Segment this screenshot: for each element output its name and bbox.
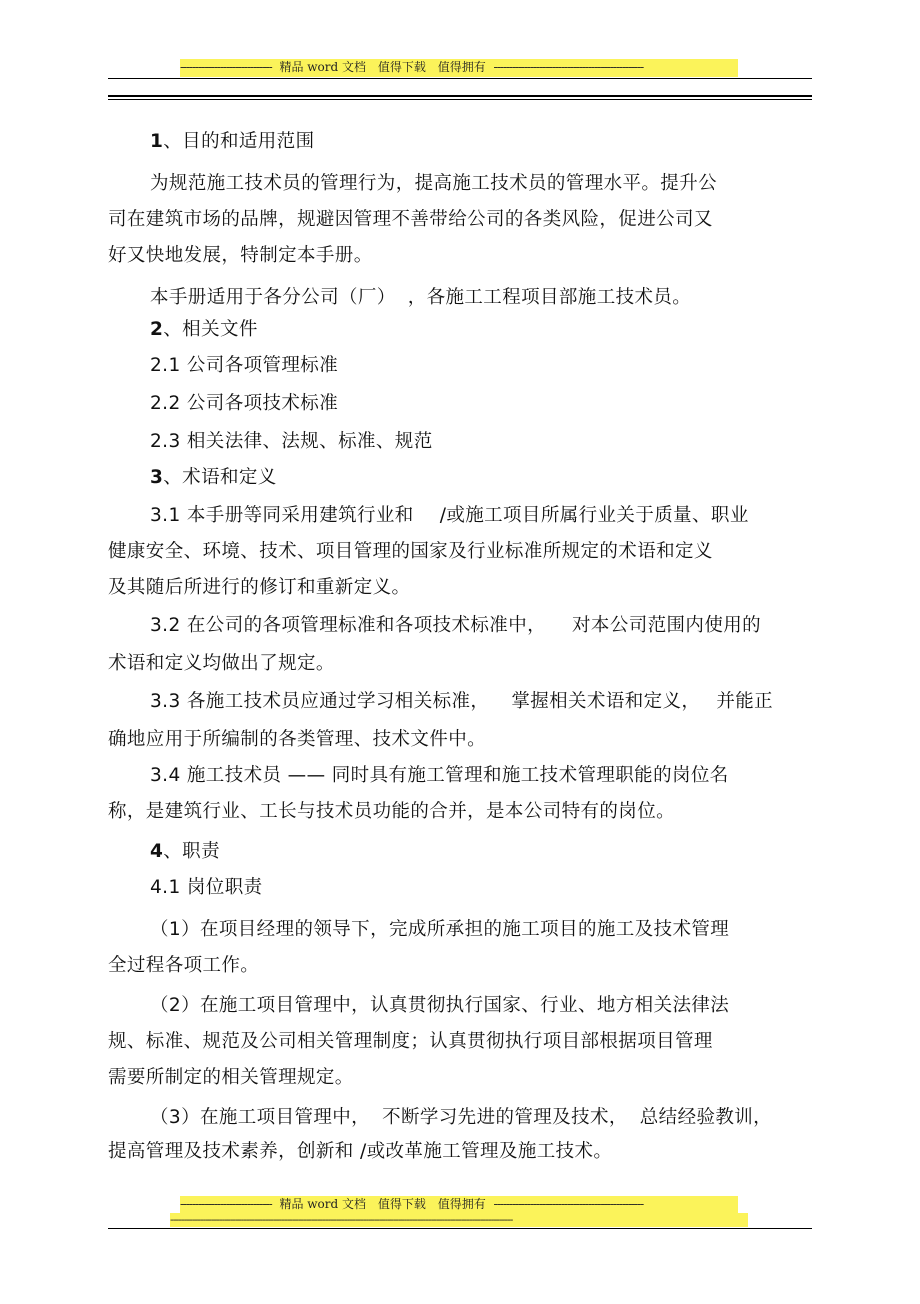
section-3-heading (150, 466, 277, 490)
text-run: 3.3 各施工技术员应通过学习相关标准， (150, 691, 490, 712)
header-item-word-doc: 精品 word 文档 (279, 60, 367, 74)
list-item-line: 规、标准、规范及公司相关管理制度；认真贯彻执行项目部根据项目管理 (108, 1031, 713, 1052)
list-item-line: （2）在施工项目管理中，认真贯彻执行国家、行业、地方相关法律法 (150, 995, 730, 1016)
footer-item-worth-owning: 值得拥有 (437, 1197, 486, 1211)
section-4-heading (150, 840, 220, 864)
list-item-line: 需要所制定的相关管理规定。 (108, 1067, 354, 1088)
header-item-worth-download: 值得下载 (377, 60, 426, 74)
paragraph-line: 3.4 施工技术员 —— 同时具有施工管理和施工技术管理职能的岗位名 (150, 765, 729, 786)
paragraph-line (150, 614, 761, 638)
subsection-2-2: 2.2 公司各项技术标准 (150, 393, 339, 414)
section-title: 、职责 (163, 841, 220, 862)
section-number: 3 (150, 467, 164, 488)
header-rule-double-bottom (108, 99, 812, 100)
paragraph-line: 司在建筑市场的品牌，规避因管理不善带给公司的各类风险，促进公司又 (108, 209, 713, 230)
section-title: 、目的和适用范围 (163, 131, 315, 152)
text-run: 3.1 本手册等同采用建筑行业和 (150, 505, 414, 526)
text-run: 掌握相关术语和定义， (511, 691, 701, 712)
paragraph-line: 好又快地发展，特制定本手册。 (108, 245, 373, 266)
paragraph-line (150, 504, 749, 528)
paragraph-line: 称，是建筑行业、工长与技术员功能的合并，是本公司特有的岗位。 (108, 801, 676, 822)
footer-dashes-right: ------------------------------------------------- (493, 1197, 644, 1211)
header-dashes-left: ------------------------------ (180, 60, 272, 74)
list-item-line: 全过程各项工作。 (108, 955, 260, 976)
paragraph-line: 健康安全、环境、技术、项目管理的国家及行业标准所规定的术语和定义 (108, 541, 713, 562)
header-item-worth-owning: 值得拥有 (437, 60, 486, 74)
footer-item-word-doc: 精品 word 文档 (279, 1197, 367, 1211)
header-rule-thin (108, 78, 812, 79)
text-run: ，各施工工程项目部施工技术员。 (407, 287, 692, 308)
subsection-2-1: 2.1 公司各项管理标准 (150, 355, 339, 376)
subsection-2-3: 2.3 相关法律、法规、标准、规范 (150, 431, 433, 452)
header-banner (180, 59, 738, 77)
paragraph-line (150, 690, 773, 714)
list-item-line (150, 1106, 772, 1130)
footer-dashes-line-2: ------------------------------------------------------------------------------------------------------------------------------ (170, 1213, 513, 1226)
footer-banner-line-2 (170, 1213, 748, 1227)
section-title: 、相关文件 (163, 319, 258, 340)
header-rule-double-top (108, 95, 812, 97)
list-item-line: （1）在项目经理的领导下，完成所承担的施工项目的施工及技术管理 (150, 919, 730, 940)
header-dashes-right: ------------------------------------------------- (493, 60, 644, 74)
text-run: 不断学习先进的管理及技术， (382, 1107, 628, 1128)
footer-dashes-left: ------------------------------ (180, 1197, 272, 1211)
section-title: 、术语和定义 (163, 467, 277, 488)
section-2-heading (150, 318, 258, 342)
paragraph-line: 及其随后所进行的修订和重新定义。 (108, 577, 411, 598)
section-1-heading (150, 130, 314, 154)
footer-item-worth-download: 值得下载 (377, 1197, 426, 1211)
footer-banner (180, 1196, 738, 1214)
subsection-4-1: 4.1 岗位职责 (150, 877, 263, 898)
text-run: （3）在施工项目管理中， (150, 1107, 371, 1128)
paragraph-line (150, 286, 691, 310)
paragraph-line: 确地应用于所编制的各类管理、技术文件中。 (108, 729, 487, 750)
section-number: 2 (150, 319, 164, 340)
section-number: 4 (150, 841, 164, 862)
text-run: 总结经验教训， (639, 1107, 773, 1128)
list-item-line: 提高管理及技术素养，创新和 /或改革施工管理及施工技术。 (108, 1141, 613, 1162)
text-run: /或施工项目所属行业关于质量、职业 (439, 505, 749, 526)
footer-rule-thin (108, 1228, 812, 1229)
paragraph-line: 术语和定义均做出了规定。 (108, 653, 335, 674)
section-number: 1 (150, 131, 164, 152)
paragraph-line: 为规范施工技术员的管理行为，提高施工技术员的管理水平。提升公 (150, 173, 718, 194)
text-run: 对本公司范围内使用的 (572, 615, 762, 636)
text-run: 并能正 (716, 691, 774, 712)
text-run: 3.2 在公司的各项管理标准和各项技术标准中， (150, 615, 547, 636)
text-run: 本手册适用于各分公司（厂） (150, 287, 396, 308)
